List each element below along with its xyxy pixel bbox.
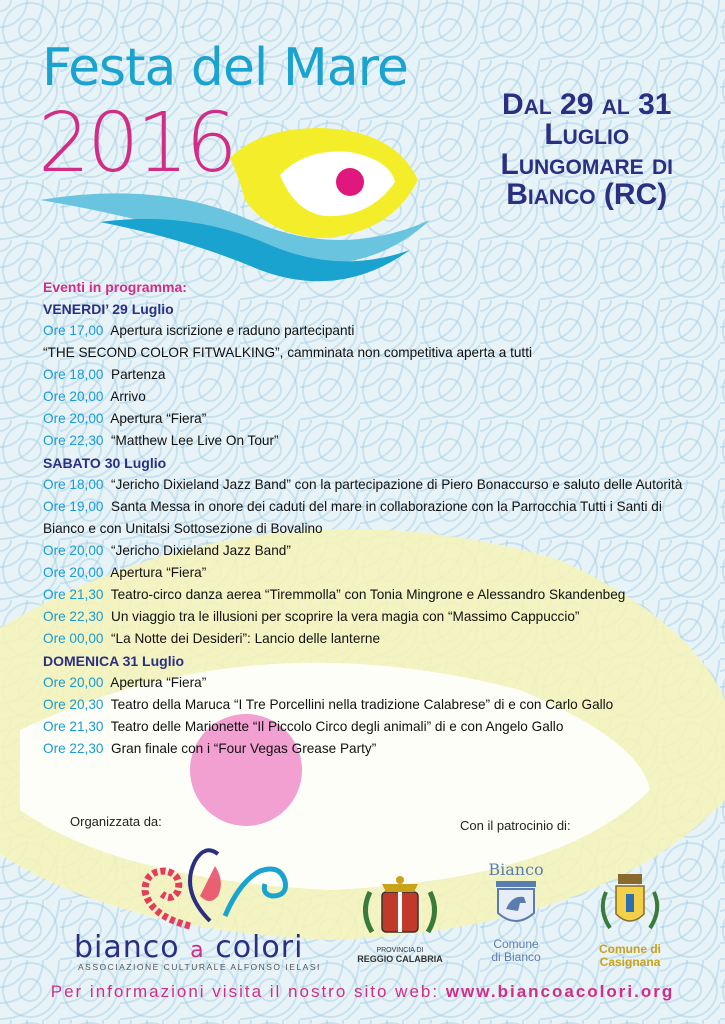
event-text: Partenza — [111, 367, 166, 382]
event-text: Apertura iscrizione e raduno partecipanti — [110, 323, 355, 338]
comune-bianco-logo — [474, 860, 558, 964]
event-item — [43, 606, 703, 628]
comune-casignana-text-1: Comune di — [599, 942, 661, 956]
event-text: Teatro-circo danza aerea “Tiremmolla” con Tonia Mingrone e Alessandro Skandenbeg — [110, 587, 626, 602]
event-time: Ore 20,00 — [43, 675, 104, 690]
bianco-horse-crest-icon — [474, 879, 558, 933]
provincia-text-1: PROVINCIA DI — [376, 947, 424, 954]
event-item — [43, 430, 703, 452]
comune-casignana-text-2: Casignana — [599, 955, 661, 969]
program-heading: Eventi in programma: — [43, 279, 187, 295]
organized-by-label: Organizzata da: — [70, 814, 162, 829]
event-text: “Jericho Dixieland Jazz Band” con la partecipazione di Piero Bonaccurso e saluto delle Autorità — [111, 477, 683, 492]
event-text: Gran finale con i “Four Vegas Grease Party” — [111, 741, 377, 756]
casignana-crest-icon — [588, 872, 672, 938]
comune-bianco-text-1: Comune — [493, 937, 539, 951]
event-time: Ore 20,00 — [43, 565, 104, 580]
day-heading-friday: VENERDI’ 29 Luglio — [43, 301, 174, 317]
event-item — [43, 364, 703, 386]
event-text: Santa Messa in onore dei caduti del mare in collaborazione con la Parrocchia Tutti i Santi di Bianco e con Unitalsi Sottosezione di Bovalino — [43, 499, 662, 536]
info-footer — [0, 982, 725, 1002]
event-item — [43, 540, 703, 562]
event-time: Ore 00,00 — [43, 631, 104, 646]
brand-word-2: colori — [215, 930, 304, 965]
event-time: Ore 22,30 — [43, 741, 104, 756]
event-time: Ore 18,00 — [43, 477, 104, 492]
bianco-logo-title: Bianco — [488, 860, 544, 879]
event-text: “Matthew Lee Live On Tour” — [111, 433, 279, 448]
event-dates-location — [501, 90, 674, 210]
event-item — [43, 342, 703, 364]
event-time: Ore 18,00 — [43, 367, 104, 382]
organizer-brand — [74, 930, 303, 965]
dates-line-1: Dal 29 al 31 — [502, 88, 672, 121]
dates-line-3: Lungomare di — [500, 148, 673, 181]
event-item — [43, 320, 703, 342]
event-time: Ore 20,00 — [43, 543, 104, 558]
event-item — [43, 716, 703, 738]
provincia-logo — [352, 872, 448, 964]
brand-word-1: bianco — [74, 930, 180, 965]
event-text: “THE SECOND COLOR FITWALKING”, camminata non competitiva aperta a tutti — [43, 345, 533, 360]
event-text: Teatro delle Marionette “Il Piccolo Circo degli animali” di e con Angelo Gallo — [110, 719, 564, 734]
event-time: Ore 20,00 — [43, 411, 104, 426]
provincia-text-2: REGGIO CALABRIA — [357, 954, 443, 964]
event-item — [43, 386, 703, 408]
comune-casignana-logo — [588, 872, 672, 969]
event-item — [43, 694, 703, 716]
event-time: Ore 22,30 — [43, 609, 104, 624]
event-item — [43, 496, 703, 540]
event-text: Apertura “Fiera” — [110, 565, 207, 580]
event-text: Teatro della Maruca “I Tre Porcellini nella tradizione Calabrese” di e con Carlo Gallo — [110, 697, 614, 712]
event-item — [43, 562, 703, 584]
brand-word-a: a — [190, 938, 205, 963]
event-item — [43, 628, 703, 650]
event-text: Apertura “Fiera” — [110, 675, 207, 690]
info-prefix: Per informazioni visita il nostro sito web: — [50, 982, 440, 1001]
event-text: Un viaggio tra le illusioni per scoprire la vera magia con “Massimo Cappuccio” — [111, 609, 580, 624]
event-item — [43, 738, 703, 760]
day-heading-sunday: DOMENICA 31 Luglio — [43, 653, 185, 669]
event-item — [43, 584, 703, 606]
comune-bianco-text-2: di Bianco — [491, 950, 541, 964]
day-heading-saturday: SABATO 30 Luglio — [43, 455, 167, 471]
event-time: Ore 19,00 — [43, 499, 104, 514]
event-time: Ore 20,30 — [43, 697, 104, 712]
event-time: Ore 22,30 — [43, 433, 104, 448]
event-text: Arrivo — [110, 389, 146, 404]
patronage-label: Con il patrocinio di: — [460, 818, 571, 833]
provincia-crest-icon — [352, 872, 448, 942]
event-time: Ore 17,00 — [43, 323, 104, 338]
dates-line-2: Luglio — [544, 118, 630, 151]
event-title: Festa del Mare — [42, 38, 408, 98]
dates-line-4: Bianco (RC) — [506, 178, 668, 211]
program-list — [43, 276, 703, 760]
event-item — [43, 408, 703, 430]
event-item — [43, 474, 703, 496]
event-time: Ore 21,30 — [43, 587, 104, 602]
event-text: “Jericho Dixieland Jazz Band” — [111, 543, 291, 558]
event-time: Ore 20,00 — [43, 389, 104, 404]
event-item — [43, 672, 703, 694]
website-link[interactable]: www.biancoacolori.org — [445, 982, 675, 1001]
event-time: Ore 21,30 — [43, 719, 104, 734]
association-name: ASSOCIAZIONE CULTURALE ALFONSO IELASI — [78, 962, 321, 972]
event-year: 2016 — [38, 96, 235, 191]
bianco-a-colori-logo-icon — [130, 836, 300, 931]
event-text: Apertura “Fiera” — [110, 411, 207, 426]
event-text: “La Notte dei Desideri”: Lancio delle lanterne — [111, 631, 381, 646]
